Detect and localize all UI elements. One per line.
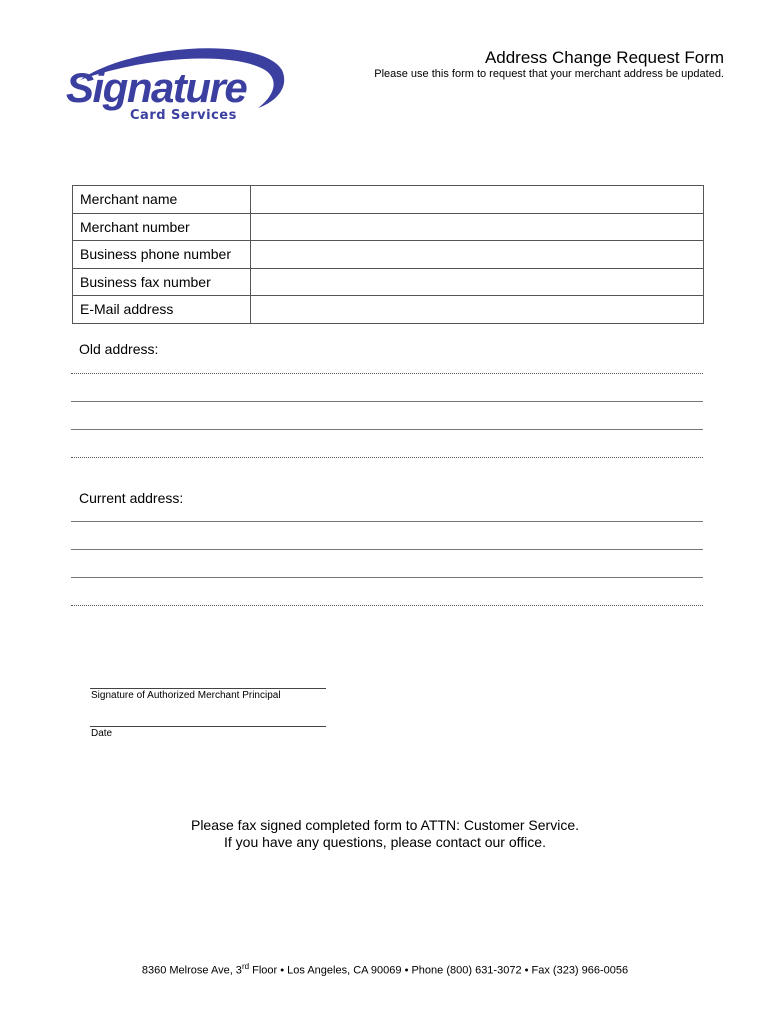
- form-subtitle: Please use this form to request that your merchant address be updated.: [374, 68, 724, 80]
- form-title: Address Change Request Form: [484, 48, 724, 67]
- footer-floor-suffix: rd: [241, 962, 250, 971]
- closing-contact: If you have any questions, please contact our office.: [224, 834, 546, 850]
- email-label: E-Mail address: [73, 296, 251, 324]
- old-address-label: Old address:: [79, 341, 159, 357]
- current-address-label: Current address:: [79, 490, 184, 506]
- logo-tagline: Card Services: [130, 108, 237, 123]
- old-address-line-3[interactable]: [71, 429, 703, 430]
- business-fax-label: Business fax number: [73, 268, 251, 296]
- signature-card-services-logo: [60, 40, 290, 130]
- merchant-info-table: [72, 185, 704, 324]
- current-address-line-2[interactable]: [71, 549, 703, 550]
- logo-wordmark: Signature: [66, 64, 247, 111]
- closing-instruction: Please fax signed completed form to ATTN: Customer Service.: [190, 817, 579, 833]
- table-row: [73, 268, 704, 296]
- footer-address-prefix: 8360 Melrose Ave, 3: [141, 964, 242, 977]
- merchant-name-label: Merchant name: [73, 186, 251, 214]
- current-address-line-4[interactable]: [71, 605, 703, 606]
- table-row: [73, 186, 704, 214]
- date-label: Date: [91, 728, 113, 739]
- current-address-line-3[interactable]: [71, 577, 703, 578]
- old-address-line-2[interactable]: [71, 401, 703, 402]
- footer-address-rest: Floor • Los Angeles, CA 90069 • Phone (800) 631-3072 • Fax (323) 966-0056: [249, 964, 629, 977]
- email-field[interactable]: [251, 296, 704, 324]
- business-phone-label: Business phone number: [73, 241, 251, 269]
- signature-label: Signature of Authorized Merchant Principal: [91, 690, 281, 701]
- current-address-line-1[interactable]: [71, 521, 703, 522]
- table-row: [73, 241, 704, 269]
- footer-address: [0, 962, 770, 977]
- date-line[interactable]: [90, 726, 326, 727]
- table-row: [73, 296, 704, 324]
- business-phone-field[interactable]: [251, 241, 704, 269]
- merchant-name-field[interactable]: [251, 186, 704, 214]
- old-address-line-4[interactable]: [71, 457, 703, 458]
- merchant-number-field[interactable]: [251, 213, 704, 241]
- merchant-number-label: Merchant number: [73, 213, 251, 241]
- old-address-line-1[interactable]: [71, 373, 703, 374]
- signature-line[interactable]: [90, 688, 326, 689]
- table-row: [73, 213, 704, 241]
- business-fax-field[interactable]: [251, 268, 704, 296]
